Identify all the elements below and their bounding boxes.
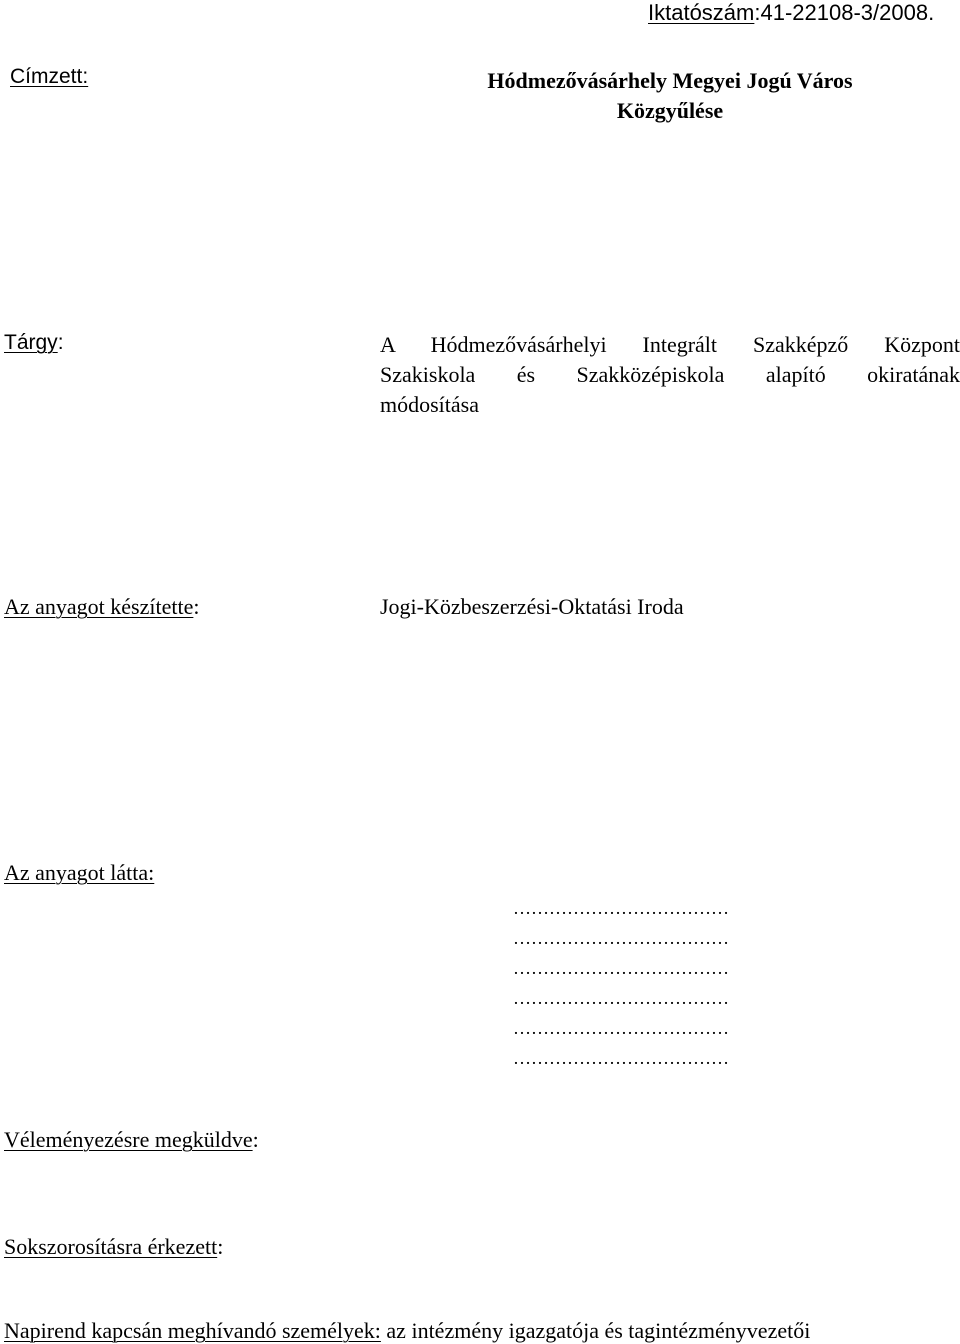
seen-by-signature-lines <box>513 893 729 1073</box>
opinion-label: Véleményezésre megküldve: <box>4 1127 259 1152</box>
signature-line: ……………………………… <box>513 1048 729 1068</box>
signature-line: ……………………………… <box>513 1018 729 1038</box>
addressee-line-2: Közgyűlése <box>616 98 724 123</box>
signature-line: ……………………………… <box>513 988 729 1008</box>
seen-by-label: Az anyagot látta: <box>4 860 155 885</box>
addressee-line-1: Hódmezővásárhely Megyei Jogú Város <box>487 68 853 93</box>
signature-line: ……………………………… <box>513 898 729 918</box>
prepared-by-value: Jogi-Közbeszerzési-Oktatási Iroda <box>380 594 684 619</box>
prepared-by-label: Az anyagot készítette: <box>4 594 200 619</box>
subject-block <box>380 330 960 420</box>
invitees-row <box>4 1320 810 1342</box>
copying-label: Sokszorosításra érkezett: <box>4 1234 224 1259</box>
invitees-label: Napirend kapcsán meghívandó személyek: <box>4 1318 381 1343</box>
addressee-block <box>380 66 960 126</box>
subject-line-2: Szakiskola és Szakközépiskola alapító okiratának <box>380 362 960 387</box>
signature-line: ……………………………… <box>513 928 729 948</box>
registry-number-label: Iktatószám <box>648 0 755 25</box>
subject-label-text: Tárgy <box>4 331 58 354</box>
invitees-value: az intézmény igazgatója és tagintézményvezetői <box>380 1318 811 1343</box>
copying-label-text: Sokszorosításra érkezett <box>4 1234 218 1259</box>
opinion-label-text: Véleményezésre megküldve <box>4 1127 253 1152</box>
prepared-by-label-text: Az anyagot készítette <box>4 594 194 619</box>
subject-line-3: módosítása <box>380 392 479 417</box>
registry-number <box>648 2 934 24</box>
registry-number-value: :41-22108-3/2008. <box>754 0 935 25</box>
signature-line: ……………………………… <box>513 958 729 978</box>
subject-line-1: A Hódmezővásárhelyi Integrált Szakképző Központ <box>380 332 960 357</box>
addressee-label: Címzett: <box>10 65 89 88</box>
subject-label: Tárgy: <box>4 331 64 354</box>
